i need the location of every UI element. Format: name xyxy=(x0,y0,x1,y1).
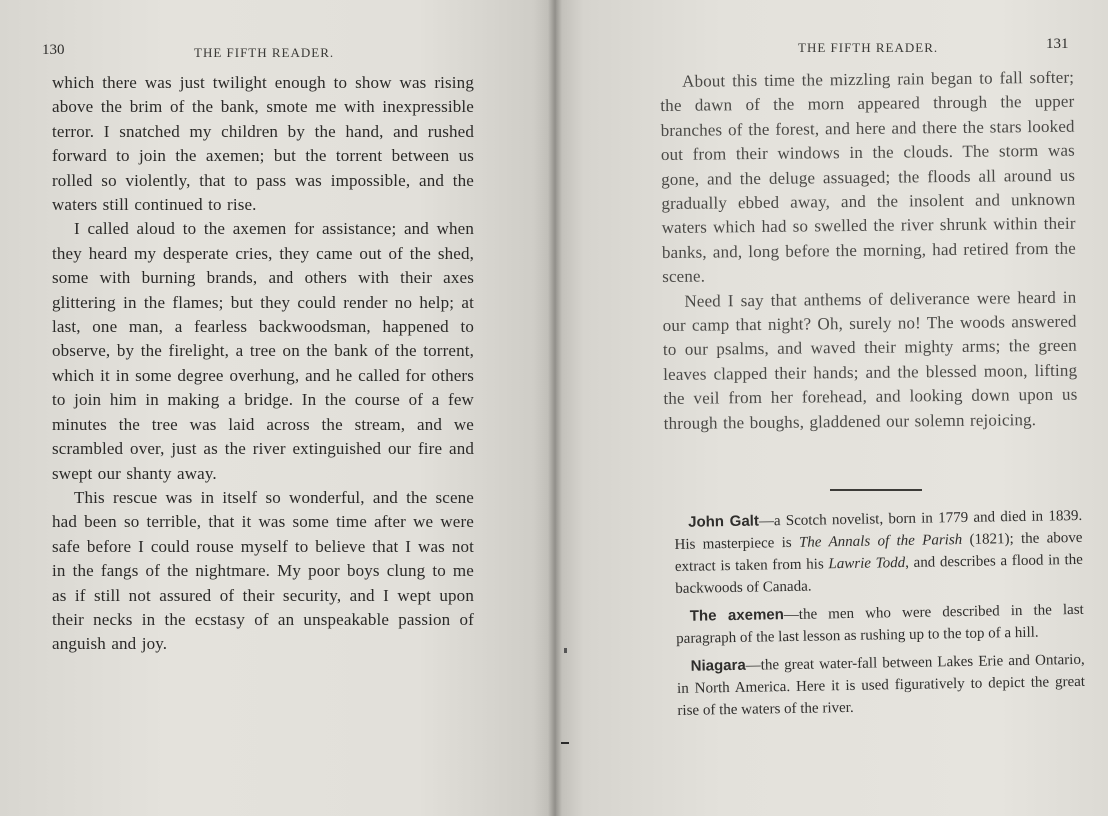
page-number: 131 xyxy=(1046,36,1069,52)
right-page xyxy=(556,0,1108,816)
note-term: John Galt xyxy=(688,512,760,531)
note-text: —the men who were described in the last paragraph of the last lesson as rushing up to the top of a hill. xyxy=(676,601,1084,647)
gutter-mark xyxy=(564,648,567,653)
note-niagara xyxy=(677,649,1086,722)
book-title: Lawrie Todd xyxy=(828,554,906,573)
page-number: 130 xyxy=(42,42,65,58)
section-divider xyxy=(830,489,922,491)
paragraph: which there was just twilight enough to show was rising above the brim of the bank, smote me with inexpressible terror. I snatched my children by the hand, and rushed forward to join the axemen; but the torrent between us rolled so violently, that to pass was impossible, and the waters still continued to rise. xyxy=(52,73,474,215)
book-gutter xyxy=(548,0,562,816)
right-body-text xyxy=(660,66,1078,436)
note-text: , and describes a flood in the backwoods of Canada. xyxy=(675,551,1084,597)
note-term: The axemen xyxy=(689,606,784,625)
paragraph: This rescue was in itself so wonderful, and the scene had been so terrible, that it was some time after we were safe before I could rouse myself to believe that I was not in the fangs of the nightmare. My poor boys clung to me as if still not assured of their security, and I wept upon their necks in the ecstasy of an unspeakable passion of anguish and joy. xyxy=(52,487,474,654)
left-body-text xyxy=(52,71,474,657)
note-text: (1821); the above extract is taken from his xyxy=(674,529,1083,575)
running-head: THE FIFTH READER. xyxy=(798,40,939,55)
note-john-galt xyxy=(674,505,1083,600)
gutter-mark xyxy=(561,742,569,744)
book-title: The Annals of the Parish xyxy=(798,531,963,551)
paragraph: Need I say that anthems of deliverance were heard in our camp that night? Oh, surely no! The woods answered to our psalms, and waved their mighty arms; the green leaves clapped their hands; and the blessed moon, lifting the veil from her forehead, and looking down upon us through the boughs, gladdened our solemn rejoicing. xyxy=(662,287,1078,433)
note-the-axemen xyxy=(676,599,1085,650)
paragraph: I called aloud to the axemen for assistance; and when they heard my desperate cries, they came out of the shed, some with burning brands, and others with their axes glittering in the flames; but they could render no help; at last, one man, a fearless backwoodsman, happened to observe, by the firelight, a tree on the bank of the torrent, which it in some degree overhung, and he called for others to join him in making a bridge. In the course of a few minutes the tree was laid across the stream, and we scrambled over, just as the river extinguished our fire and swept our shanty away. xyxy=(52,219,474,483)
note-text: —the great water-fall between Lakes Erie and Ontario, in North America. Here it is used figuratively to depict the great rise of the waters of the river. xyxy=(676,651,1086,719)
note-text: —a Scotch novelist, born in 1779 and died in 1839. His masterpiece is xyxy=(674,507,1083,553)
running-head: THE FIFTH READER. xyxy=(194,45,335,60)
notes-section xyxy=(674,505,1086,728)
note-term: Niagara xyxy=(690,656,746,675)
paragraph: About this time the mizzling rain began to fall softer; the dawn of the morn appeared through the upper branches of the forest, and here and there the stars looked out from their windows in the clouds. The storm was gone, and the deluge assuaged; the floods all around us gradually ebbed away, and the insolent and unknown waters which had so swelled the river shrunk within their banks, and, long before the morning, had retired from the scene. xyxy=(660,67,1076,287)
